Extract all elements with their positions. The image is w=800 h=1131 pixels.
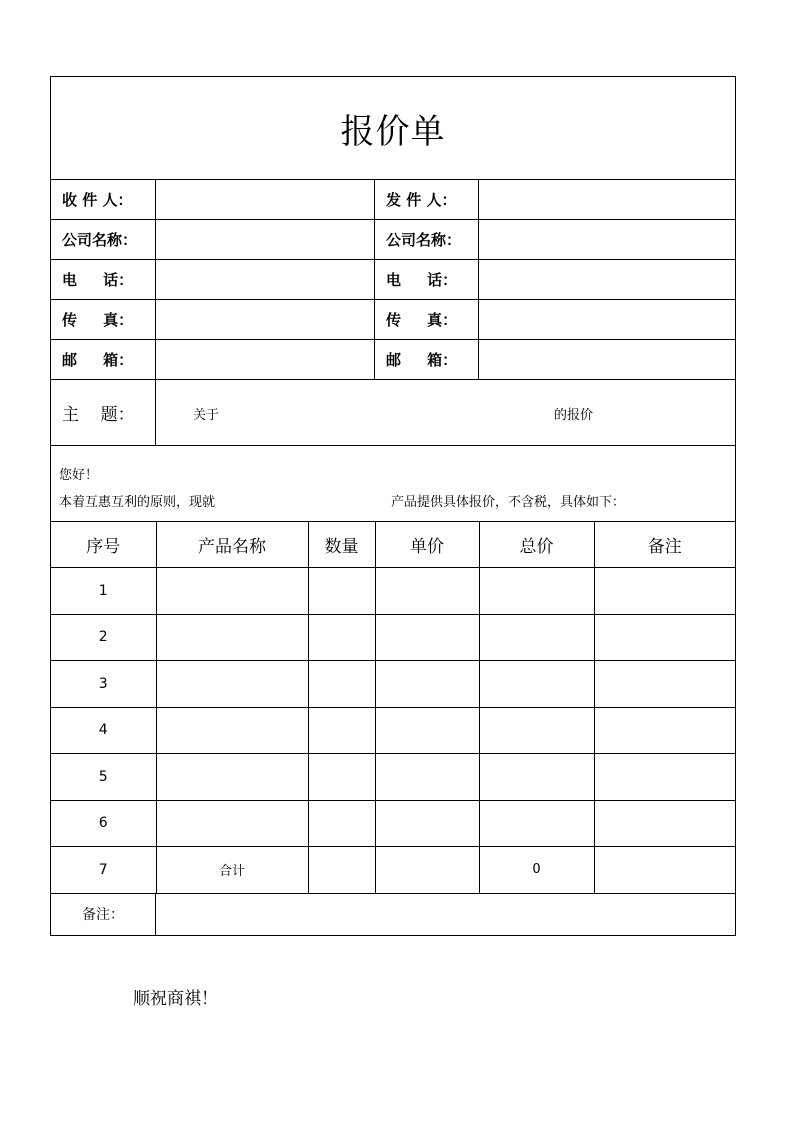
row-note[interactable] bbox=[594, 568, 735, 615]
recipient-email-field[interactable] bbox=[156, 340, 375, 379]
sender-email-field[interactable] bbox=[479, 340, 735, 379]
remark-row bbox=[51, 894, 735, 935]
subject-about-text: 关于 bbox=[193, 408, 220, 423]
row-total-price[interactable] bbox=[479, 661, 594, 708]
sender-company-label: 公司名称： bbox=[375, 220, 479, 259]
greeting-block bbox=[51, 446, 735, 522]
sender-phone-label: 电 话： bbox=[375, 260, 479, 299]
row-product-name[interactable] bbox=[156, 568, 308, 615]
row-total-price[interactable] bbox=[479, 707, 594, 754]
row-quantity[interactable] bbox=[308, 614, 375, 661]
recipient-label: 收 件 人： bbox=[51, 180, 156, 219]
recipient-fax-label: 传 真： bbox=[51, 300, 156, 339]
recipient-phone-label: 电 话： bbox=[51, 260, 156, 299]
table-row bbox=[51, 614, 735, 661]
header-total-price: 总价 bbox=[479, 522, 594, 568]
row-total-price[interactable] bbox=[479, 614, 594, 661]
quotation-form bbox=[50, 76, 736, 936]
subject-row bbox=[51, 380, 735, 446]
header-product-name: 产品名称 bbox=[156, 522, 308, 568]
table-header-row bbox=[51, 522, 735, 568]
recipient-field[interactable] bbox=[156, 180, 375, 219]
row-quantity[interactable] bbox=[308, 568, 375, 615]
subject-quote-text: 的报价 bbox=[554, 408, 594, 423]
row-note[interactable] bbox=[594, 614, 735, 661]
row-total-price[interactable] bbox=[479, 800, 594, 847]
row-serial: 1 bbox=[51, 568, 156, 615]
recipient-phone-field[interactable] bbox=[156, 260, 375, 299]
recipient-fax-field[interactable] bbox=[156, 300, 375, 339]
sender-email-label: 邮 箱： bbox=[375, 340, 479, 379]
row-product-name[interactable] bbox=[156, 661, 308, 708]
row-serial: 4 bbox=[51, 707, 156, 754]
row-product-name[interactable] bbox=[156, 754, 308, 801]
sender-phone-field[interactable] bbox=[479, 260, 735, 299]
recipient-company-label: 公司名称： bbox=[51, 220, 156, 259]
info-row-company bbox=[51, 220, 735, 260]
row-product-name[interactable] bbox=[156, 800, 308, 847]
row-serial: 2 bbox=[51, 614, 156, 661]
sender-label: 发 件 人： bbox=[375, 180, 479, 219]
table-row bbox=[51, 800, 735, 847]
greeting-line-1: 本着互惠互利的原则，现就 bbox=[59, 495, 216, 510]
row-quantity[interactable] bbox=[308, 800, 375, 847]
table-row bbox=[51, 754, 735, 801]
greeting-hello: 您好！ bbox=[59, 468, 99, 483]
row-quantity[interactable] bbox=[308, 707, 375, 754]
row-total-label: 合计 bbox=[156, 847, 308, 894]
info-row-recipient bbox=[51, 180, 735, 220]
closing-text: 顺祝商祺！ bbox=[133, 989, 218, 1009]
recipient-company-field[interactable] bbox=[156, 220, 375, 259]
row-total-price[interactable] bbox=[479, 754, 594, 801]
table-row bbox=[51, 568, 735, 615]
info-row-phone bbox=[51, 260, 735, 300]
row-unit-price[interactable] bbox=[375, 847, 479, 894]
header-note: 备注 bbox=[594, 522, 735, 568]
row-unit-price[interactable] bbox=[375, 568, 479, 615]
info-row-fax bbox=[51, 300, 735, 340]
subject-field[interactable] bbox=[156, 380, 735, 445]
product-table bbox=[51, 522, 735, 894]
header-quantity: 数量 bbox=[308, 522, 375, 568]
info-row-email bbox=[51, 340, 735, 380]
table-row bbox=[51, 661, 735, 708]
row-unit-price[interactable] bbox=[375, 707, 479, 754]
page-title: 报价单 bbox=[51, 77, 735, 180]
table-row-total bbox=[51, 847, 735, 894]
sender-fax-label: 传 真： bbox=[375, 300, 479, 339]
row-unit-price[interactable] bbox=[375, 614, 479, 661]
row-note[interactable] bbox=[594, 847, 735, 894]
row-note[interactable] bbox=[594, 707, 735, 754]
remark-field[interactable] bbox=[156, 894, 735, 935]
row-unit-price[interactable] bbox=[375, 661, 479, 708]
row-serial: 3 bbox=[51, 661, 156, 708]
table-row bbox=[51, 707, 735, 754]
row-quantity[interactable] bbox=[308, 847, 375, 894]
row-product-name[interactable] bbox=[156, 614, 308, 661]
row-note[interactable] bbox=[594, 754, 735, 801]
row-serial: 7 bbox=[51, 847, 156, 894]
greeting-line-2: 产品提供具体报价，不含税，具体如下： bbox=[391, 495, 626, 510]
sender-field[interactable] bbox=[479, 180, 735, 219]
remark-label: 备注： bbox=[51, 894, 156, 935]
header-serial: 序号 bbox=[51, 522, 156, 568]
sender-fax-field[interactable] bbox=[479, 300, 735, 339]
sender-company-field[interactable] bbox=[479, 220, 735, 259]
row-unit-price[interactable] bbox=[375, 800, 479, 847]
row-grand-total: 0 bbox=[479, 847, 594, 894]
row-quantity[interactable] bbox=[308, 661, 375, 708]
row-unit-price[interactable] bbox=[375, 754, 479, 801]
recipient-email-label: 邮 箱： bbox=[51, 340, 156, 379]
row-total-price[interactable] bbox=[479, 568, 594, 615]
row-serial: 5 bbox=[51, 754, 156, 801]
subject-label: 主 题： bbox=[51, 380, 156, 445]
row-quantity[interactable] bbox=[308, 754, 375, 801]
row-product-name[interactable] bbox=[156, 707, 308, 754]
row-note[interactable] bbox=[594, 800, 735, 847]
header-unit-price: 单价 bbox=[375, 522, 479, 568]
row-note[interactable] bbox=[594, 661, 735, 708]
row-serial: 6 bbox=[51, 800, 156, 847]
